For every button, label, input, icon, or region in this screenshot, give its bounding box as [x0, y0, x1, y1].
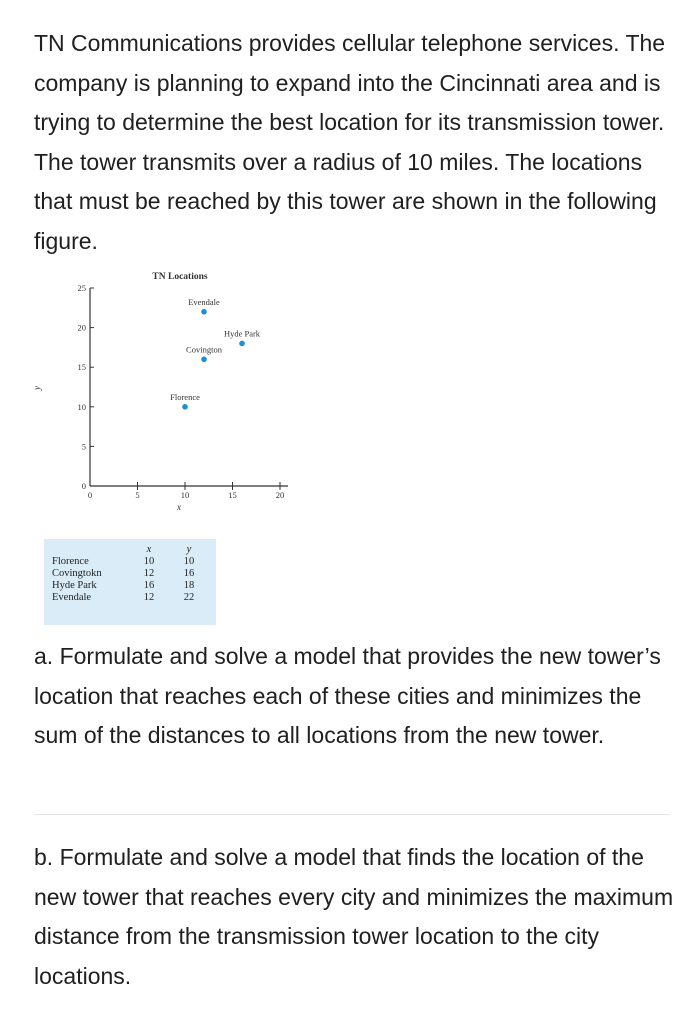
- table-cell-x: 12: [143, 592, 155, 603]
- location-label: Hyde Park: [223, 328, 261, 339]
- table-cell-x: 10: [143, 556, 155, 567]
- table-cell-name: Evendale: [52, 592, 92, 603]
- table-cell-x: 16: [143, 580, 155, 591]
- table-header-x: x: [146, 544, 152, 555]
- x-tick-label: 20: [275, 490, 285, 500]
- table-row: [52, 580, 210, 592]
- locations-table: [44, 539, 216, 625]
- question-part-a: a. Formulate and solve a model that provides the new tower’s location that reaches each of these cities and minimizes the sum of the distances to all locations from the new tower.: [34, 643, 661, 749]
- table-cell-name: Hyde Park: [52, 580, 97, 591]
- tn-locations-chart: [30, 264, 300, 520]
- table-cell-y: 22: [183, 592, 195, 603]
- table-header-name: [52, 544, 130, 556]
- location-point: [182, 404, 188, 410]
- x-axis-label: x: [177, 502, 181, 512]
- x-tick-label: 0: [87, 490, 93, 500]
- y-tick-label: 15: [77, 362, 86, 373]
- table-cell-name: Florence: [52, 556, 89, 567]
- x-tick-label: 10: [180, 490, 190, 500]
- table-header-y: y: [186, 544, 192, 555]
- location-label: Evendale: [188, 296, 220, 307]
- location-point: [239, 341, 245, 347]
- table-cell-x: 12: [143, 568, 155, 579]
- location-label: Florence: [170, 391, 200, 402]
- location-point: [201, 309, 207, 315]
- chart-title: TN Locations: [152, 272, 208, 282]
- table-row: [52, 556, 210, 568]
- y-tick-label: 10: [77, 401, 86, 412]
- problem-intro: TN Communications provides cellular telephone services. The company is planning to expand into the Cincinnati area and is trying to determine the best location for its transmission tower. The tower transmits over a radius of 10 miles. The locations that must be reached by this tower are shown in the following figure.: [34, 30, 666, 254]
- x-tick-label: 15: [228, 490, 237, 500]
- table-row: [52, 568, 210, 580]
- y-tick-label: 5: [81, 441, 86, 452]
- table-cell-y: 10: [183, 556, 195, 567]
- table-cell-y: 16: [183, 568, 195, 579]
- section-divider: [34, 814, 670, 815]
- table-header-row: [52, 544, 210, 556]
- y-axis-label: y: [32, 386, 42, 390]
- location-label: Covington: [186, 344, 222, 355]
- y-tick-label: 0: [81, 481, 86, 491]
- location-point: [201, 356, 207, 362]
- table-cell-y: 18: [183, 580, 195, 591]
- y-tick-label: 25: [77, 283, 86, 293]
- table-row: [52, 592, 210, 604]
- question-part-b: b. Formulate and solve a model that finds the location of the new tower that reaches every city and minimizes the maximum distance from the transmission tower location to the city locations.: [34, 844, 674, 989]
- table-cell-name: Covingtokn: [52, 568, 102, 579]
- y-tick-label: 20: [77, 322, 86, 333]
- x-tick-label: 5: [135, 490, 140, 500]
